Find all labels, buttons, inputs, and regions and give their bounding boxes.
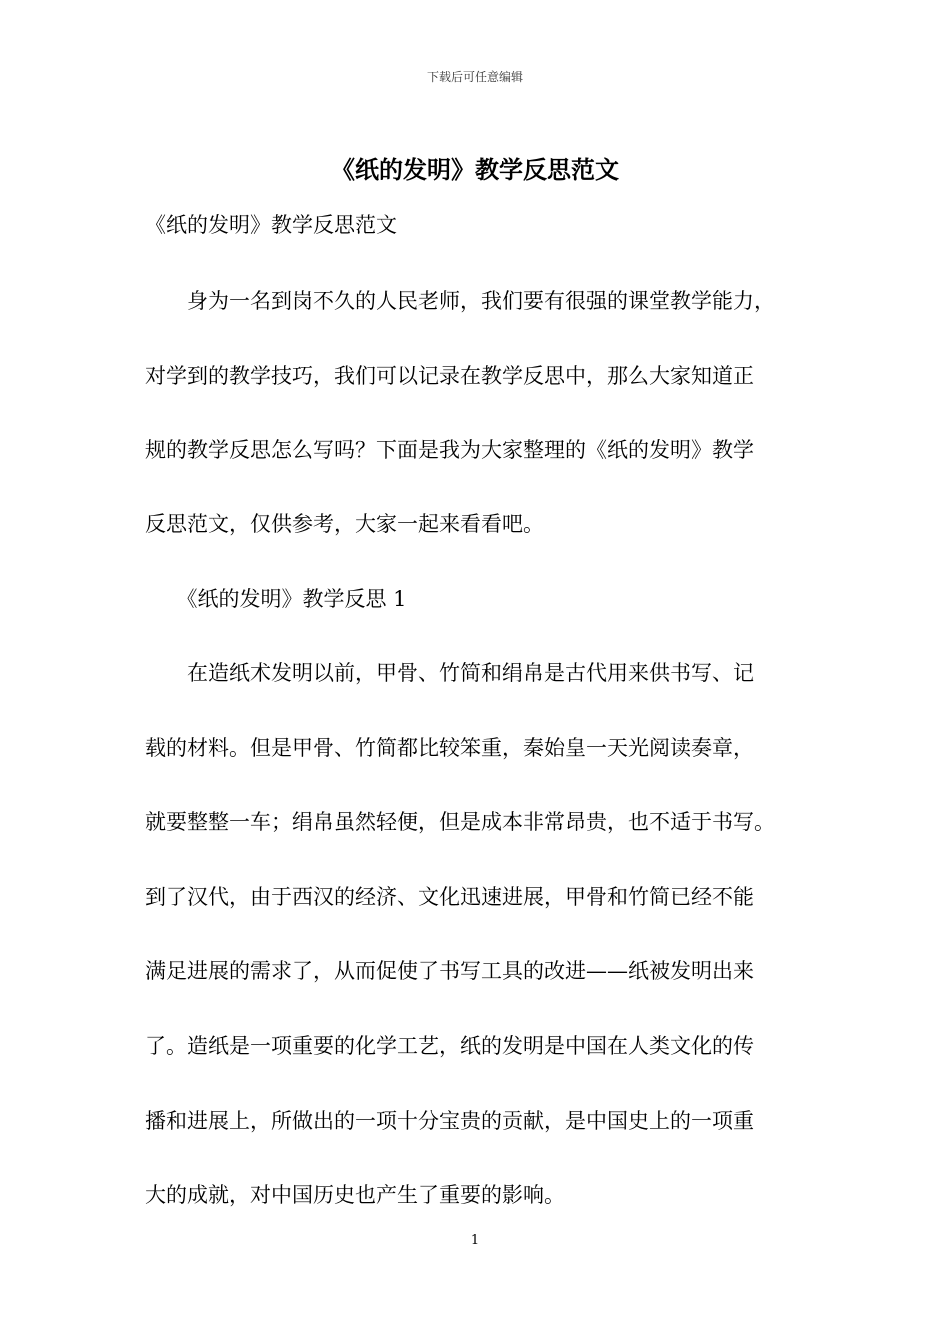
- body-line: 对学到的教学技巧，我们可以记录在教学反思中，那么大家知道正: [145, 364, 754, 388]
- body-line: 到了汉代，由于西汉的经济、文化迅速进展，甲骨和竹简已经不能: [145, 885, 754, 909]
- body-line: 了。造纸是一项重要的化学工艺，纸的发明是中国在人类文化的传: [145, 1034, 754, 1058]
- document-title: 《纸的发明》教学反思范文: [331, 155, 619, 184]
- body-line: 在造纸术发明以前，甲骨、竹简和绢帛是古代用来供书写、记: [145, 661, 754, 685]
- body-line: 规的教学反思怎么写吗？下面是我为大家整理的《纸的发明》教学: [145, 438, 754, 462]
- body-line: 反思范文，仅供参考，大家一起来看看吧。: [145, 512, 544, 536]
- body-line: 身为一名到岗不久的人民老师，我们要有很强的课堂教学能力，: [145, 289, 775, 313]
- header-note: 下载后可任意编辑: [426, 70, 523, 84]
- body-line: 大的成就，对中国历史也产生了重要的影响。: [145, 1183, 565, 1207]
- body-line: 载的材料。但是甲骨、竹简都比较笨重，秦始皇一天光阅读奏章，: [145, 736, 754, 760]
- body-line: 播和进展上，所做出的一项十分宝贵的贡献，是中国史上的一项重: [145, 1109, 754, 1133]
- body-line: 就要整整一车；绢帛虽然轻便，但是成本非常昂贵，也不适于书写。: [145, 810, 775, 834]
- body-line: 满足进展的需求了，从而促使了书写工具的改进——纸被发明出来: [145, 959, 754, 983]
- page-number: 1: [470, 1233, 480, 1248]
- section-heading: 《纸的发明》教学反思 1: [145, 587, 407, 611]
- subtitle-line: 《纸的发明》教学反思范文: [145, 213, 397, 237]
